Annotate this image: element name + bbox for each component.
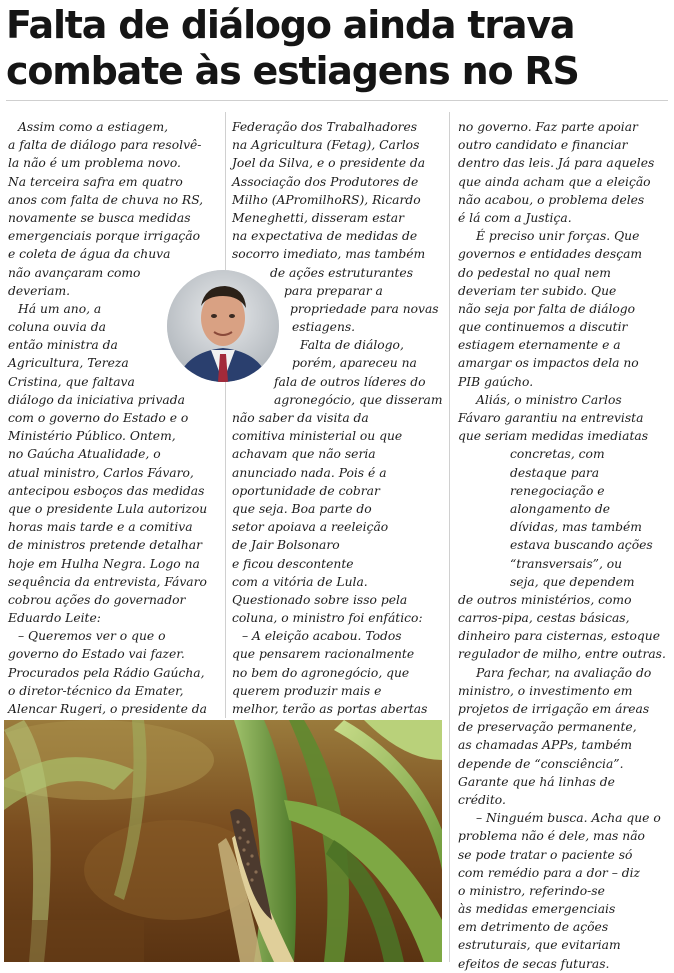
text-line: PIB gaúcho. [458, 374, 534, 389]
text-line: É preciso unir forças. Que [476, 229, 640, 244]
text-line: de ministros pretende detalhar [8, 538, 202, 553]
text-line: emergenciais porque irrigação [8, 229, 201, 244]
text-line: Na terceira safra em quatro [8, 174, 183, 189]
text-line: projetos de irrigação em áreas [458, 702, 650, 716]
minister-portrait [167, 270, 279, 382]
text-line: em detrimento de ações [458, 920, 609, 935]
text-line: dinheiro para cisternas, estoque [458, 629, 660, 644]
text-line: não seja por falta de diálogo [458, 301, 636, 316]
text-line: deveriam ter subido. Que [458, 283, 617, 298]
text-line: com a vitória de Lula. [232, 574, 368, 589]
text-line: coluna, o ministro foi enfático: [232, 611, 423, 626]
text-line: diálogo da iniciativa privada [8, 392, 185, 407]
text-line: Há um ano, a [18, 301, 102, 316]
text-line: porém, apareceu na [292, 356, 417, 371]
text-line: o ministro, referindo-se [458, 883, 605, 898]
headline-line-2: combate às estiagens no RS [6, 49, 579, 93]
text-line: de Jair Bolsonaro [232, 538, 340, 553]
text-line: com remédio para a dor – diz [458, 865, 641, 880]
text-line: dentro das leis. Já para aqueles [458, 156, 655, 171]
column-1 [8, 118, 220, 718]
text-line: no governo. Faz parte apoiar [458, 120, 638, 134]
text-line: que seja. Boa parte do [232, 501, 372, 516]
text-line: dívidas, mas também [510, 520, 642, 535]
column-divider-1 [225, 112, 226, 718]
text-line: não acabou, o problema deles [458, 192, 645, 207]
text-line: la não é um problema novo. [8, 156, 181, 171]
text-line: achavam que não seria [232, 447, 376, 462]
text-line: do pedestal no qual nem [458, 265, 611, 280]
text-line: de outros ministérios, como [458, 592, 632, 607]
text-line: – Queremos ver o que o [18, 629, 166, 644]
portrait-illustration [167, 270, 279, 382]
text-line: Associação dos Produtores de [232, 174, 419, 189]
text-line: – Ninguém busca. Acha que o [476, 811, 661, 826]
text-line: Eduardo Leite: [8, 611, 101, 626]
text-line: então ministra da [8, 338, 118, 353]
column-2 [232, 118, 446, 718]
text-line: alongamento de [510, 501, 611, 516]
text-line: estiagens. [292, 320, 356, 335]
text-line: regulador de milho, entre outras. [458, 647, 666, 662]
text-line: Garante que há linhas de [458, 774, 615, 789]
text-line: Fávaro garantiu na entrevista [458, 411, 644, 425]
text-line: atual ministro, Carlos Fávaro, [8, 465, 194, 480]
text-line: outro candidato e financiar [458, 138, 628, 153]
text-line: oportunidade de cobrar [232, 483, 380, 498]
headline [6, 2, 670, 94]
text-line: novamente se busca medidas [8, 210, 191, 225]
text-line: estava buscando ações [510, 538, 653, 553]
text-line: deveriam. [8, 283, 71, 298]
text-line: anos com falta de chuva no RS, [8, 192, 204, 207]
text-line: Assim como a estiagem, [18, 120, 169, 134]
text-line: Questionado sobre isso pela [232, 592, 408, 607]
text-line: que pensarem racionalmente [232, 647, 415, 662]
text-line: estiagem eternamente e a [458, 338, 621, 353]
text-line: Alencar Rugeri, o presidente da [8, 702, 207, 716]
text-line: coluna ouvia da [8, 320, 106, 335]
text-line: na Agricultura (Fetag), Carlos [232, 138, 420, 153]
text-line: crédito. [458, 792, 506, 807]
text-line: não saber da visita da [232, 411, 369, 425]
text-line: as chamadas APPs, também [458, 738, 633, 753]
text-line: se pode tratar o paciente só [458, 847, 633, 862]
text-line: fala de outros líderes do [274, 374, 426, 389]
text-line: antecipou esboços das medidas [8, 483, 205, 498]
text-line: carros-pipa, cestas básicas, [458, 611, 630, 626]
text-line: que seriam medidas imediatas [458, 429, 649, 444]
column-divider-2 [449, 112, 450, 962]
text-line: e ficou descontente [232, 556, 354, 571]
text-line: Milho (APromilhoRS), Ricardo [232, 192, 421, 207]
text-line: ministro, o investimento em [458, 683, 633, 698]
text-line: efeitos de secas futuras. [458, 956, 610, 971]
text-line: seja, que dependem [510, 574, 635, 589]
text-line: Falta de diálogo, [300, 338, 404, 353]
text-line: e coleta de água da chuva [8, 247, 171, 262]
text-line: no Gaúcha Atualidade, o [8, 447, 161, 462]
text-line: governo do Estado vai fazer. [8, 647, 185, 662]
text-line: agronegócio, que disseram [274, 392, 443, 407]
text-line: Procurados pela Rádio Gaúcha, [8, 665, 205, 680]
text-line: no bem do agronegócio, que [232, 665, 410, 680]
text-line: Para fechar, na avaliação do [476, 665, 652, 680]
text-line: cobrou ações do governador [8, 592, 186, 607]
text-line: “transversais”, ou [510, 556, 623, 571]
text-line: querem produzir mais e [232, 683, 382, 698]
text-line: de preservação permanente, [458, 720, 637, 735]
text-line: horas mais tarde e a comitiva [8, 520, 193, 535]
text-line: Cristina, que faltava [8, 374, 135, 389]
text-line: comitiva ministerial ou que [232, 429, 403, 444]
text-line: anunciado nada. Pois é a [232, 465, 387, 480]
text-line: setor apoiava a reeleição [232, 520, 389, 535]
text-line: concretas, com [510, 447, 605, 462]
column-3 [458, 118, 670, 973]
text-line: renegociação e [510, 483, 605, 498]
text-line: Aliás, o ministro Carlos [476, 392, 622, 407]
text-line: Meneghetti, disseram estar [232, 210, 404, 225]
text-line: para preparar a [284, 283, 383, 298]
text-line: que o presidente Lula autorizou [8, 501, 208, 516]
text-line: socorro imediato, mas também [232, 247, 426, 262]
text-line: com o governo do Estado e o [8, 411, 189, 425]
text-line: Agricultura, Tereza [8, 356, 129, 371]
text-line: às medidas emergenciais [458, 902, 616, 917]
text-line: a falta de diálogo para resolvê- [8, 138, 202, 153]
text-line: na expectativa de medidas de [232, 229, 418, 244]
text-line: não avançaram como [8, 265, 141, 280]
text-line: melhor, terão as portas abertas [232, 702, 428, 716]
text-line: depende de “consciência”. [458, 756, 624, 771]
text-line: Federação dos Trabalhadores [232, 120, 418, 134]
text-line: propriedade para novas [290, 301, 439, 316]
text-line: é lá com a Justiça. [458, 210, 572, 225]
text-line: sequência da entrevista, Fávaro [8, 574, 207, 589]
headline-rule [6, 100, 668, 101]
text-line: que ainda acham que a eleição [458, 174, 651, 189]
text-line: o diretor-técnico da Emater, [8, 683, 184, 698]
corn-drought-photo [4, 720, 442, 962]
text-line: Joel da Silva, e o presidente da [232, 156, 426, 171]
text-line: amargar os impactos dela no [458, 356, 639, 371]
text-line: Ministério Público. Ontem, [8, 429, 176, 444]
text-line: de ações estruturantes [270, 265, 414, 280]
text-line: hoje em Hulha Negra. Logo na [8, 556, 200, 571]
text-line: – A eleição acabou. Todos [242, 629, 402, 644]
headline-line-1: Falta de diálogo ainda trava [6, 3, 575, 47]
text-line: estruturais, que evitariam [458, 938, 621, 953]
text-line: destaque para [510, 465, 600, 480]
text-line: que continuemos a discutir [458, 320, 628, 335]
text-line: governos e entidades desçam [458, 247, 643, 262]
text-line: problema não é dele, mas não [458, 829, 645, 844]
corn-illustration [4, 720, 442, 962]
